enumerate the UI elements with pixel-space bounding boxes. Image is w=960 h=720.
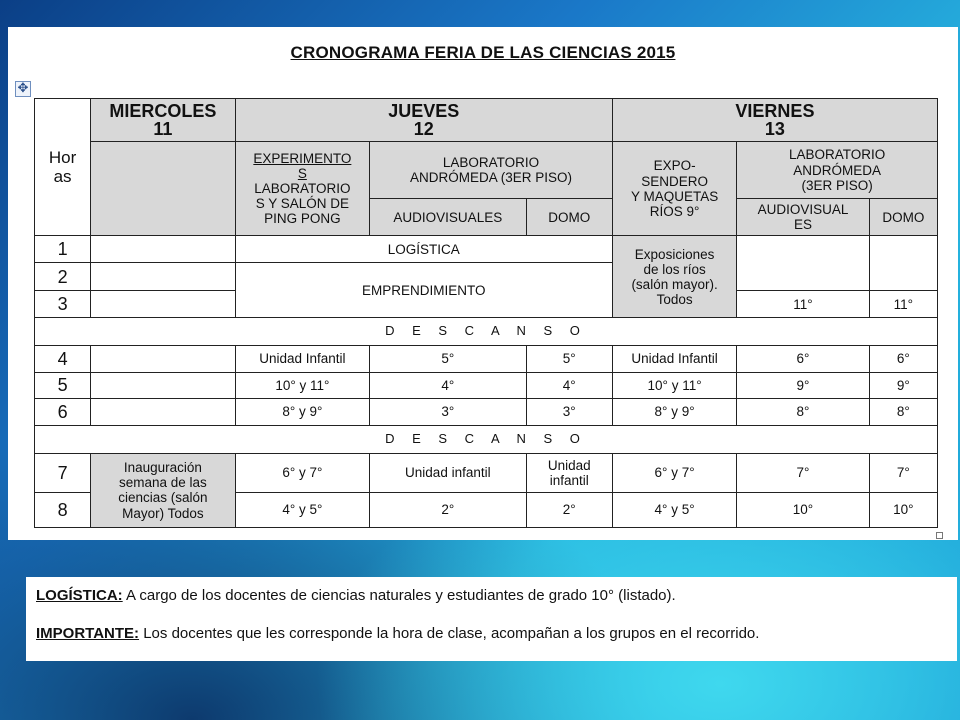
- cell-value: 6°: [737, 345, 869, 372]
- cell-value: 3°: [370, 398, 527, 425]
- lab-andromeda-viernes-header: LABORATORIO ANDRÓMEDA (3ER PISO): [737, 142, 938, 199]
- hora-7: 7: [35, 453, 91, 492]
- cell-empty: [91, 291, 235, 318]
- cell-value: 11°: [737, 291, 869, 318]
- cell-value: 10°: [737, 492, 869, 527]
- cell-value: 8° y 9°: [235, 398, 369, 425]
- cell-value: 4° y 5°: [612, 492, 736, 527]
- cell-value: Unidad Infantil: [612, 345, 736, 372]
- document-title: CRONOGRAMA FERIA DE LAS CIENCIAS 2015: [290, 43, 676, 62]
- inauguracion-cell: Inauguración semana de las ciencias (salón Mayor) Todos: [91, 453, 235, 527]
- cell-value: 4°: [526, 372, 612, 398]
- note-importante: [36, 625, 759, 642]
- domo-header: DOMO: [526, 199, 612, 236]
- cell-value: 2°: [526, 492, 612, 527]
- audiovisuales-header: AUDIOVISUALES: [370, 199, 527, 236]
- cell-value: 2°: [370, 492, 527, 527]
- cell-value: Unidad infantil: [370, 453, 527, 492]
- cell-value: 3°: [526, 398, 612, 425]
- exposendero-header: EXPO- SENDERO Y MAQUETAS RÍOS 9°: [612, 142, 736, 236]
- hora-2: 2: [35, 263, 91, 291]
- day-viernes: VIERNES 13: [612, 99, 937, 142]
- cell-value: Unidad infantil: [526, 453, 612, 492]
- cell-value: 4°: [370, 372, 527, 398]
- day-miercoles: MIERCOLES 11: [91, 99, 235, 142]
- move-arrows-icon[interactable]: ✥: [15, 81, 31, 97]
- cell-value: 8°: [737, 398, 869, 425]
- cell-value: 7°: [737, 453, 869, 492]
- cell-empty: [91, 236, 235, 263]
- logistica-cell: LOGÍSTICA: [235, 236, 612, 263]
- cell-value: 6° y 7°: [612, 453, 736, 492]
- note-importante-text: Los docentes que les corresponde la hora de clase, acompañan a los grupos en el recorrido.: [139, 625, 760, 642]
- emprendimiento-cell: EMPRENDIMIENTO: [235, 263, 612, 318]
- hora-4: 4: [35, 345, 91, 372]
- experimentos-header: EXPERIMENTO S LABORATORIO S Y SALÓN DE PING PONG: [235, 142, 369, 236]
- cell-empty: [91, 398, 235, 425]
- schedule-table: [34, 98, 938, 528]
- exposiciones-cell: Exposiciones de los ríos (salón mayor). Todos: [612, 236, 736, 318]
- audiovisuales-viernes-header: AUDIOVISUAL ES: [737, 199, 869, 236]
- cell-value: 9°: [737, 372, 869, 398]
- schedule-document: [8, 27, 958, 540]
- note-logistica: [36, 587, 676, 604]
- cell-empty: [91, 345, 235, 372]
- cell-value: 10°: [869, 492, 937, 527]
- horas-header: Hor as: [35, 99, 91, 236]
- descanso-row: D E S C A N S O: [35, 318, 938, 345]
- cell-value: 11°: [869, 291, 937, 318]
- cell-value: 7°: [869, 453, 937, 492]
- cell-value: 5°: [370, 345, 527, 372]
- cell-value: 10° y 11°: [612, 372, 736, 398]
- cell-empty: [737, 236, 869, 291]
- cell-value: Unidad Infantil: [235, 345, 369, 372]
- cell-value: 6° y 7°: [235, 453, 369, 492]
- lab-andromeda-jueves-header: LABORATORIO ANDRÓMEDA (3ER PISO): [370, 142, 613, 199]
- hora-8: 8: [35, 492, 91, 527]
- cell-value: 5°: [526, 345, 612, 372]
- note-logistica-text: A cargo de los docentes de ciencias naturales y estudiantes de grado 10° (listado).: [122, 587, 676, 604]
- cell-empty: [91, 372, 235, 398]
- miercoles-subheader-empty: [91, 142, 235, 236]
- cell-value: 9°: [869, 372, 937, 398]
- resize-handle-icon[interactable]: [936, 532, 943, 539]
- descanso-row: D E S C A N S O: [35, 425, 938, 453]
- cell-value: 8°: [869, 398, 937, 425]
- hora-3: 3: [35, 291, 91, 318]
- cell-value: 8° y 9°: [612, 398, 736, 425]
- note-importante-label: IMPORTANTE:: [36, 625, 140, 642]
- cell-empty: [91, 263, 235, 291]
- domo-viernes-header: DOMO: [869, 199, 937, 236]
- day-jueves: JUEVES 12: [235, 99, 612, 142]
- cell-value: 10° y 11°: [235, 372, 369, 398]
- hora-6: 6: [35, 398, 91, 425]
- cell-value: 6°: [869, 345, 937, 372]
- hora-5: 5: [35, 372, 91, 398]
- cell-value: 4° y 5°: [235, 492, 369, 527]
- hora-1: 1: [35, 236, 91, 263]
- cell-empty: [869, 236, 937, 291]
- note-logistica-label: LOGÍSTICA:: [36, 587, 123, 604]
- notes-box: [26, 577, 957, 661]
